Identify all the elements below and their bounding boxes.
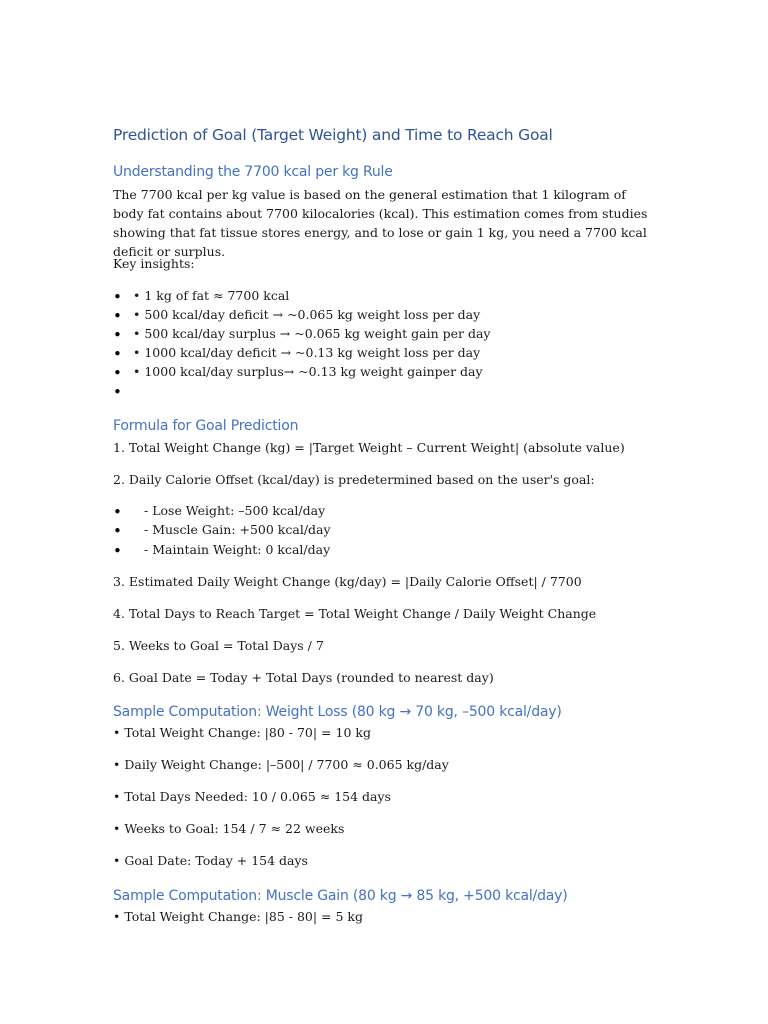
document-title: Prediction of Goal (Target Weight) and Time to Reach Goal <box>113 126 553 144</box>
bullet-icon: • <box>113 542 122 560</box>
bullet-icon: • <box>113 364 122 382</box>
formula-section-heading: Formula for Goal Prediction <box>113 418 299 434</box>
weight-loss-line: • Goal Date: Today + 154 days <box>113 853 308 868</box>
bullet-icon: • <box>113 383 122 401</box>
formula-step-6: 6. Goal Date = Today + Total Days (rounded to nearest day) <box>113 670 494 685</box>
weight-loss-heading: Sample Computation: Weight Loss (80 kg → 70 kg, –500 kcal/day) <box>113 704 562 720</box>
insight-text: • 500 kcal/day deficit → ~0.065 kg weight loss per day <box>133 307 481 322</box>
bullet-icon: • <box>113 503 122 521</box>
bullet-icon: • <box>113 288 122 306</box>
insights-label: Key insights: <box>113 256 195 271</box>
goal-text: - Maintain Weight: 0 kcal/day <box>144 542 331 557</box>
bullet-icon: • <box>113 345 122 363</box>
rule-section-heading: Understanding the 7700 kcal per kg Rule <box>113 164 393 180</box>
formula-step-2: 2. Daily Calorie Offset (kcal/day) is predetermined based on the user's goal: <box>113 472 595 487</box>
insight-text: • 1000 kcal/day surplus→ ~0.13 kg weight gainper day <box>133 364 483 379</box>
bullet-icon: • <box>113 326 122 344</box>
bullet-icon: • <box>113 307 122 325</box>
formula-step-3: 3. Estimated Daily Weight Change (kg/day) = |Daily Calorie Offset| / 7700 <box>113 574 582 589</box>
goal-text: - Lose Weight: –500 kcal/day <box>144 503 326 518</box>
weight-loss-line: • Total Days Needed: 10 / 0.065 ≈ 154 days <box>113 789 391 804</box>
insight-text: • 1 kg of fat ≈ 7700 kcal <box>133 288 290 303</box>
bullet-icon: • <box>113 522 122 540</box>
rule-paragraph: The 7700 kcal per kg value is based on the general estimation that 1 kilogram of body fat contains about 7700 kilocalories (kcal). This estimation comes from studies showing that fat tissue stores energy, and to lose or gain 1 kg, you need a 7700 kcal deficit or surplus. <box>113 187 648 259</box>
insight-text: • 500 kcal/day surplus → ~0.065 kg weight gain per day <box>133 326 491 341</box>
muscle-gain-line: • Total Weight Change: |85 - 80| = 5 kg <box>113 909 363 924</box>
formula-step-1: 1. Total Weight Change (kg) = |Target Weight – Current Weight| (absolute value) <box>113 440 625 455</box>
goal-text: - Muscle Gain: +500 kcal/day <box>144 522 331 537</box>
muscle-gain-heading: Sample Computation: Muscle Gain (80 kg → 85 kg, +500 kcal/day) <box>113 888 568 904</box>
weight-loss-line: • Daily Weight Change: |–500| / 7700 ≈ 0.065 kg/day <box>113 757 449 772</box>
weight-loss-line: • Weeks to Goal: 154 / 7 ≈ 22 weeks <box>113 821 345 836</box>
formula-step-5: 5. Weeks to Goal = Total Days / 7 <box>113 638 324 653</box>
insight-text: • 1000 kcal/day deficit → ~0.13 kg weight loss per day <box>133 345 481 360</box>
formula-step-4: 4. Total Days to Reach Target = Total Weight Change / Daily Weight Change <box>113 606 597 621</box>
weight-loss-line: • Total Weight Change: |80 - 70| = 10 kg <box>113 725 371 740</box>
